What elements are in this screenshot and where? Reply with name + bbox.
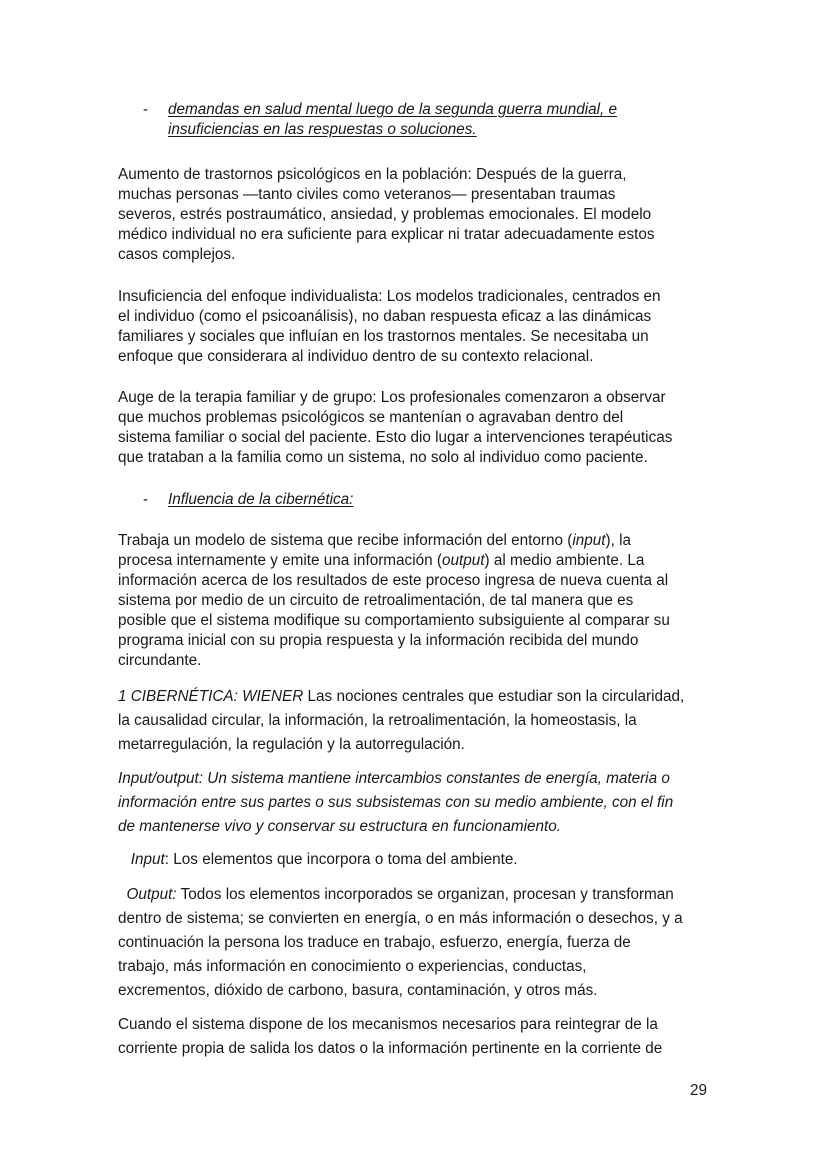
text-line: corriente propia de salida los datos o la información pertinente en la corriente de xyxy=(118,1040,663,1057)
text-line xyxy=(118,815,738,839)
text-line xyxy=(118,767,738,791)
italic-text: 1 CIBERNÉTICA: WIENER xyxy=(118,688,304,705)
text-line: que trataban a la familia como un sistema, no solo al individuo como paciente. xyxy=(118,449,648,466)
paragraph-auge xyxy=(118,388,738,468)
page-number: 29 xyxy=(690,1082,708,1099)
text-line xyxy=(168,490,788,510)
italic-text: Input xyxy=(130,851,165,868)
text-line xyxy=(118,685,738,709)
text-line: la causalidad circular, la información, la retroalimentación, la homeostasis, la xyxy=(118,712,637,729)
italic-text: input xyxy=(572,532,606,549)
text-line xyxy=(118,551,738,571)
italic-text: Input/output: Un sistema mantiene intercambios constantes de energía, materia o xyxy=(118,770,670,787)
text-segment: ) al medio ambiente. La xyxy=(484,552,645,569)
text-line: Auge de la terapia familiar y de grupo: Los profesionales comenzaron a observar xyxy=(118,389,666,406)
text-line xyxy=(168,120,788,140)
bullet-marker: - xyxy=(143,491,149,508)
italic-text: output xyxy=(441,552,485,569)
italic-text: de mantenerse vivo y conservar su estructura en funcionamiento. xyxy=(118,818,561,835)
italic-text: Output: xyxy=(126,886,177,903)
text-line: excrementos, dióxido de carbono, basura, contaminación, y otros más. xyxy=(118,982,598,999)
text-line: programa inicial con su propia respuesta y la información recibida del mundo xyxy=(118,632,639,649)
paragraph-insuficiencia xyxy=(118,287,738,367)
heading-demandas xyxy=(168,100,788,140)
paragraph-input xyxy=(118,848,738,872)
bullet-marker: - xyxy=(143,101,149,118)
italic-text: demandas en salud mental luego de la segunda guerra mundial, e xyxy=(168,101,618,118)
text-line xyxy=(168,100,788,120)
text-line: continuación la persona los traduce en trabajo, esfuerzo, energía, fuerza de xyxy=(118,934,631,951)
paragraph-cuando xyxy=(118,1013,738,1061)
text-line: metarregulación, la regulación y la autorregulación. xyxy=(118,736,465,753)
text-line xyxy=(118,883,738,907)
text-segment: ), la xyxy=(605,532,632,549)
text-line: familiares y sociales que influían en los trastornos mentales. Se necesitaba un xyxy=(118,328,649,345)
heading-cibernetica xyxy=(168,490,788,510)
text-line: Insuficiencia del enfoque individualista: Los modelos tradicionales, centrados en xyxy=(118,288,661,305)
paragraph-output xyxy=(118,883,738,1003)
text-line: Cuando el sistema dispone de los mecanismos necesarios para reintegrar de la xyxy=(118,1016,658,1033)
text-line: médico individual no era suficiente para explicar ni tratar adecuadamente estos xyxy=(118,226,655,243)
text-line: posible que el sistema modifique su comportamiento subsiguiente al comparar su xyxy=(118,612,670,629)
paragraph-input-output xyxy=(118,767,738,839)
text-segment xyxy=(118,851,131,868)
italic-text: información entre sus partes o sus subsistemas con su medio ambiente, con el fin xyxy=(118,794,674,811)
italic-text: insuficiencias en las respuestas o soluciones. xyxy=(168,121,477,138)
paragraph-wiener xyxy=(118,685,738,757)
text-line: información acerca de los resultados de este proceso ingresa de nueva cuenta al xyxy=(118,572,669,589)
text-line: severos, estrés postraumático, ansiedad, y problemas emocionales. El modelo xyxy=(118,206,652,223)
text-line xyxy=(118,791,738,815)
text-segment: : Los elementos que incorpora o toma del ambiente. xyxy=(164,851,518,868)
text-line: dentro de sistema; se convierten en energía, o en más información o desechos, y a xyxy=(118,910,683,927)
text-line: trabajo, más información en conocimiento o experiencias, conductas, xyxy=(118,958,587,975)
text-line: casos complejos. xyxy=(118,246,236,263)
text-segment: Todos los elementos incorporados se organizan, procesan y transforman xyxy=(176,886,674,903)
text-line xyxy=(118,531,738,551)
text-line: circundante. xyxy=(118,652,202,669)
text-segment: procesa internamente y emite una información ( xyxy=(118,552,442,569)
text-segment xyxy=(118,886,127,903)
text-line: muchas personas —tanto civiles como veteranos— presentaban traumas xyxy=(118,186,616,203)
text-line: el individuo (como el psicoanálisis), no daban respuesta eficaz a las dinámicas xyxy=(118,308,652,325)
text-segment: Trabaja un modelo de sistema que recibe información del entorno ( xyxy=(118,532,573,549)
text-line: enfoque que considerara al individuo dentro de su contexto relacional. xyxy=(118,348,594,365)
text-line: sistema por medio de un circuito de retroalimentación, de tal manera que es xyxy=(118,592,634,609)
text-line: sistema familiar o social del paciente. Esto dio lugar a intervenciones terapéuticas xyxy=(118,429,673,446)
paragraph-modelo-sistema xyxy=(118,531,738,671)
text-line xyxy=(118,848,738,872)
text-line: Aumento de trastornos psicológicos en la población: Después de la guerra, xyxy=(118,166,627,183)
text-line: que muchos problemas psicológicos se mantenían o agravaban dentro del xyxy=(118,409,624,426)
paragraph-aumento xyxy=(118,165,738,265)
text-segment: Las nociones centrales que estudiar son la circularidad, xyxy=(303,688,685,705)
italic-text: Influencia de la cibernética: xyxy=(168,491,354,508)
